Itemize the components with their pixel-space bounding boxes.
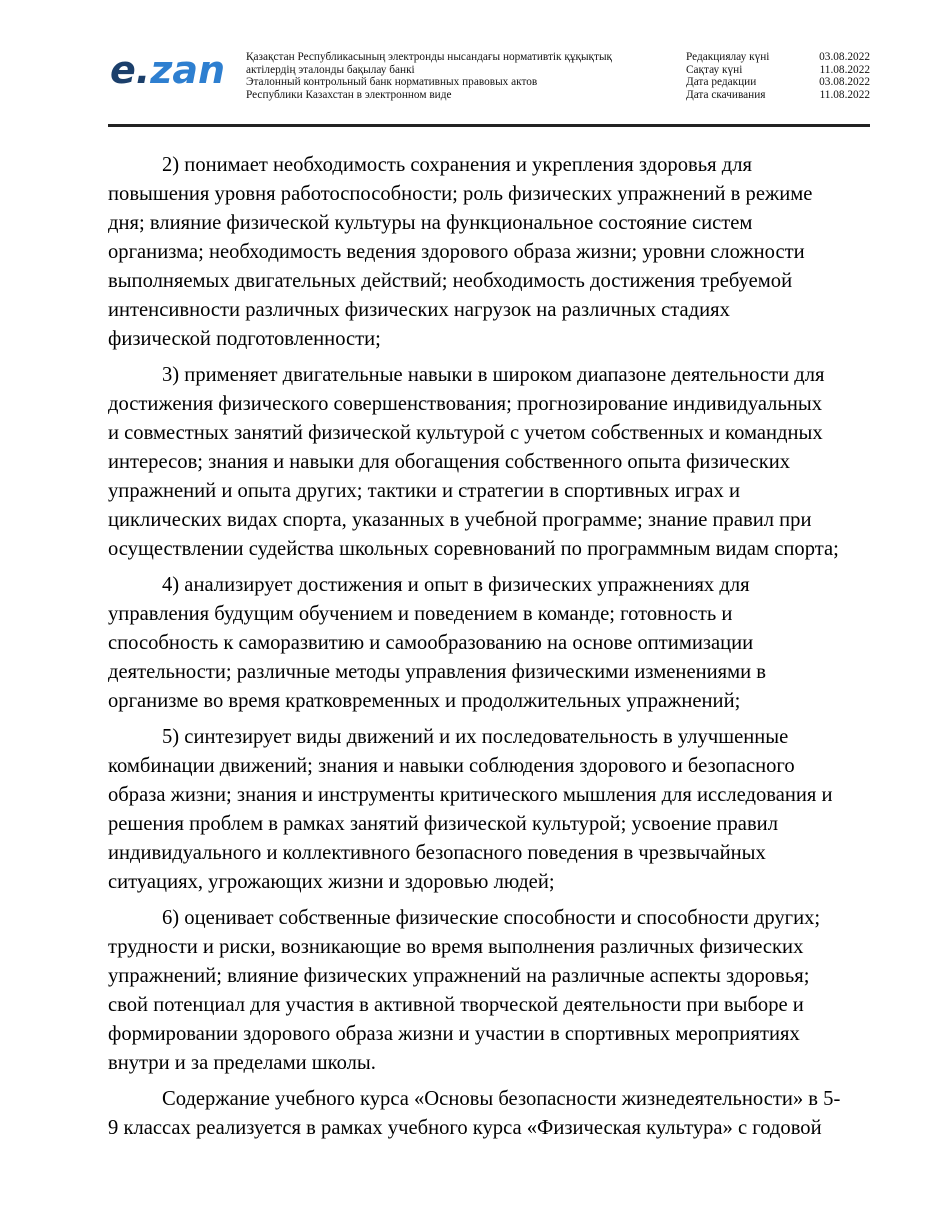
text-line: Содержание учебного курса «Основы безопасности жизнедеятельности» в 5- <box>162 1088 841 1110</box>
meta-row-save-date-kz <box>686 64 870 77</box>
paragraph-course-content <box>108 1085 870 1143</box>
header-description <box>246 51 666 101</box>
logo-dot: . <box>135 48 151 92</box>
text-line: управления будущим обучением и поведением в команде; готовность и <box>108 603 733 625</box>
logo-e: e <box>110 48 136 92</box>
meta-value: 03.08.2022 <box>819 76 870 88</box>
text-line: выполняемых двигательных действий; необходимость достижения требуемой <box>108 270 793 292</box>
text-line: ситуациях, угрожающих жизни и здоровью людей; <box>108 871 555 893</box>
meta-row-edit-date-kz <box>686 51 870 64</box>
text-line: 6) оценивает собственные физические способности и способности других; <box>162 907 821 929</box>
text-line: 2) понимает необходимость сохранения и укрепления здоровья для <box>162 154 752 176</box>
page-header <box>108 48 870 120</box>
text-line: трудности и риски, возникающие во время выполнения различных физических <box>108 936 804 958</box>
text-line: дня; влияние физической культуры на функциональное состояние систем <box>108 212 753 234</box>
text-line: комбинации движений; знания и навыки соблюдения здорового и безопасного <box>108 755 795 777</box>
logo-zan: zan <box>150 48 226 92</box>
text-line: 3) применяет двигательные навыки в широком диапазоне деятельности для <box>162 364 825 386</box>
text-line: свой потенциал для участия в активной творческой деятельности при выборе и <box>108 994 804 1016</box>
text-line: организме во время кратковременных и продолжительных упражнений; <box>108 690 741 712</box>
meta-label: Редакциялау күні <box>686 51 770 63</box>
text-line: упражнений и опыта других; тактики и стратегии в спортивных играх и <box>108 480 740 502</box>
text-line: способность к саморазвитию и самообразованию на основе оптимизации <box>108 632 754 654</box>
text-line: и совместных занятий физической культурой с учетом собственных и командных <box>108 422 823 444</box>
text-line: 4) анализирует достижения и опыт в физических упражнениях для <box>162 574 750 596</box>
paragraph-item-5 <box>108 723 870 897</box>
meta-label: Дата редакции <box>686 76 757 88</box>
paragraph-item-3 <box>108 361 870 564</box>
header-description-line: Қазақстан Республикасының электронды нысандағы нормативтік құқықтық <box>246 51 613 63</box>
header-description-line: Эталонный контрольный банк нормативных правовых актов <box>246 76 538 88</box>
header-meta <box>686 51 870 101</box>
text-line: циклических видах спорта, указанных в учебной программе; знание правил при <box>108 509 812 531</box>
text-line: внутри и за пределами школы. <box>108 1052 376 1074</box>
text-line: 9 классах реализуется в рамках учебного курса «Физическая культура» с годовой <box>108 1117 822 1139</box>
text-line: 5) синтезирует виды движений и их последовательность в улучшенные <box>162 726 789 748</box>
header-description-line: актілердің эталонды бақылау банкі <box>246 63 415 76</box>
text-line: достижения физического совершенствования; прогнозирование индивидуальных <box>108 393 822 415</box>
document-body <box>108 151 870 1150</box>
meta-label: Сақтау күні <box>686 63 743 76</box>
meta-row-edit-date-ru <box>686 76 870 89</box>
text-line: упражнений; влияние физических упражнений на различные аспекты здоровья; <box>108 965 810 987</box>
text-line: формировании здорового образа жизни и участии в спортивных мероприятиях <box>108 1023 800 1045</box>
meta-label: Дата скачивания <box>686 88 766 101</box>
text-line: осуществлении судейства школьных соревнований по программным видам спорта; <box>108 538 839 560</box>
paragraph-item-2 <box>108 151 870 354</box>
header-divider <box>108 124 870 127</box>
meta-value: 03.08.2022 <box>819 51 870 63</box>
paragraph-item-4 <box>108 571 870 716</box>
text-line: интересов; знания и навыки для обогащения собственного опыта физических <box>108 451 791 473</box>
header-description-line: Республики Казахстан в электронном виде <box>246 88 452 101</box>
meta-value: 11.08.2022 <box>819 63 870 76</box>
text-line: физической подготовленности; <box>108 328 381 350</box>
text-line: повышения уровня работоспособности; роль физических упражнений в режиме <box>108 183 813 205</box>
meta-row-download-date-ru <box>686 89 870 102</box>
text-line: решения проблем в рамках занятий физической культурой; усвоение правил <box>108 813 778 835</box>
text-line: интенсивности различных физических нагрузок на различных стадиях <box>108 299 730 321</box>
paragraph-item-6 <box>108 904 870 1078</box>
text-line: организма; необходимость ведения здорового образа жизни; уровни сложности <box>108 241 805 263</box>
ezan-logo <box>110 50 225 90</box>
text-line: образа жизни; знания и инструменты критического мышления для исследования и <box>108 784 833 806</box>
meta-value: 11.08.2022 <box>819 88 870 101</box>
text-line: деятельности; различные методы управления физическими изменениями в <box>108 661 767 683</box>
text-line: индивидуального и коллективного безопасного поведения в чрезвычайных <box>108 842 766 864</box>
